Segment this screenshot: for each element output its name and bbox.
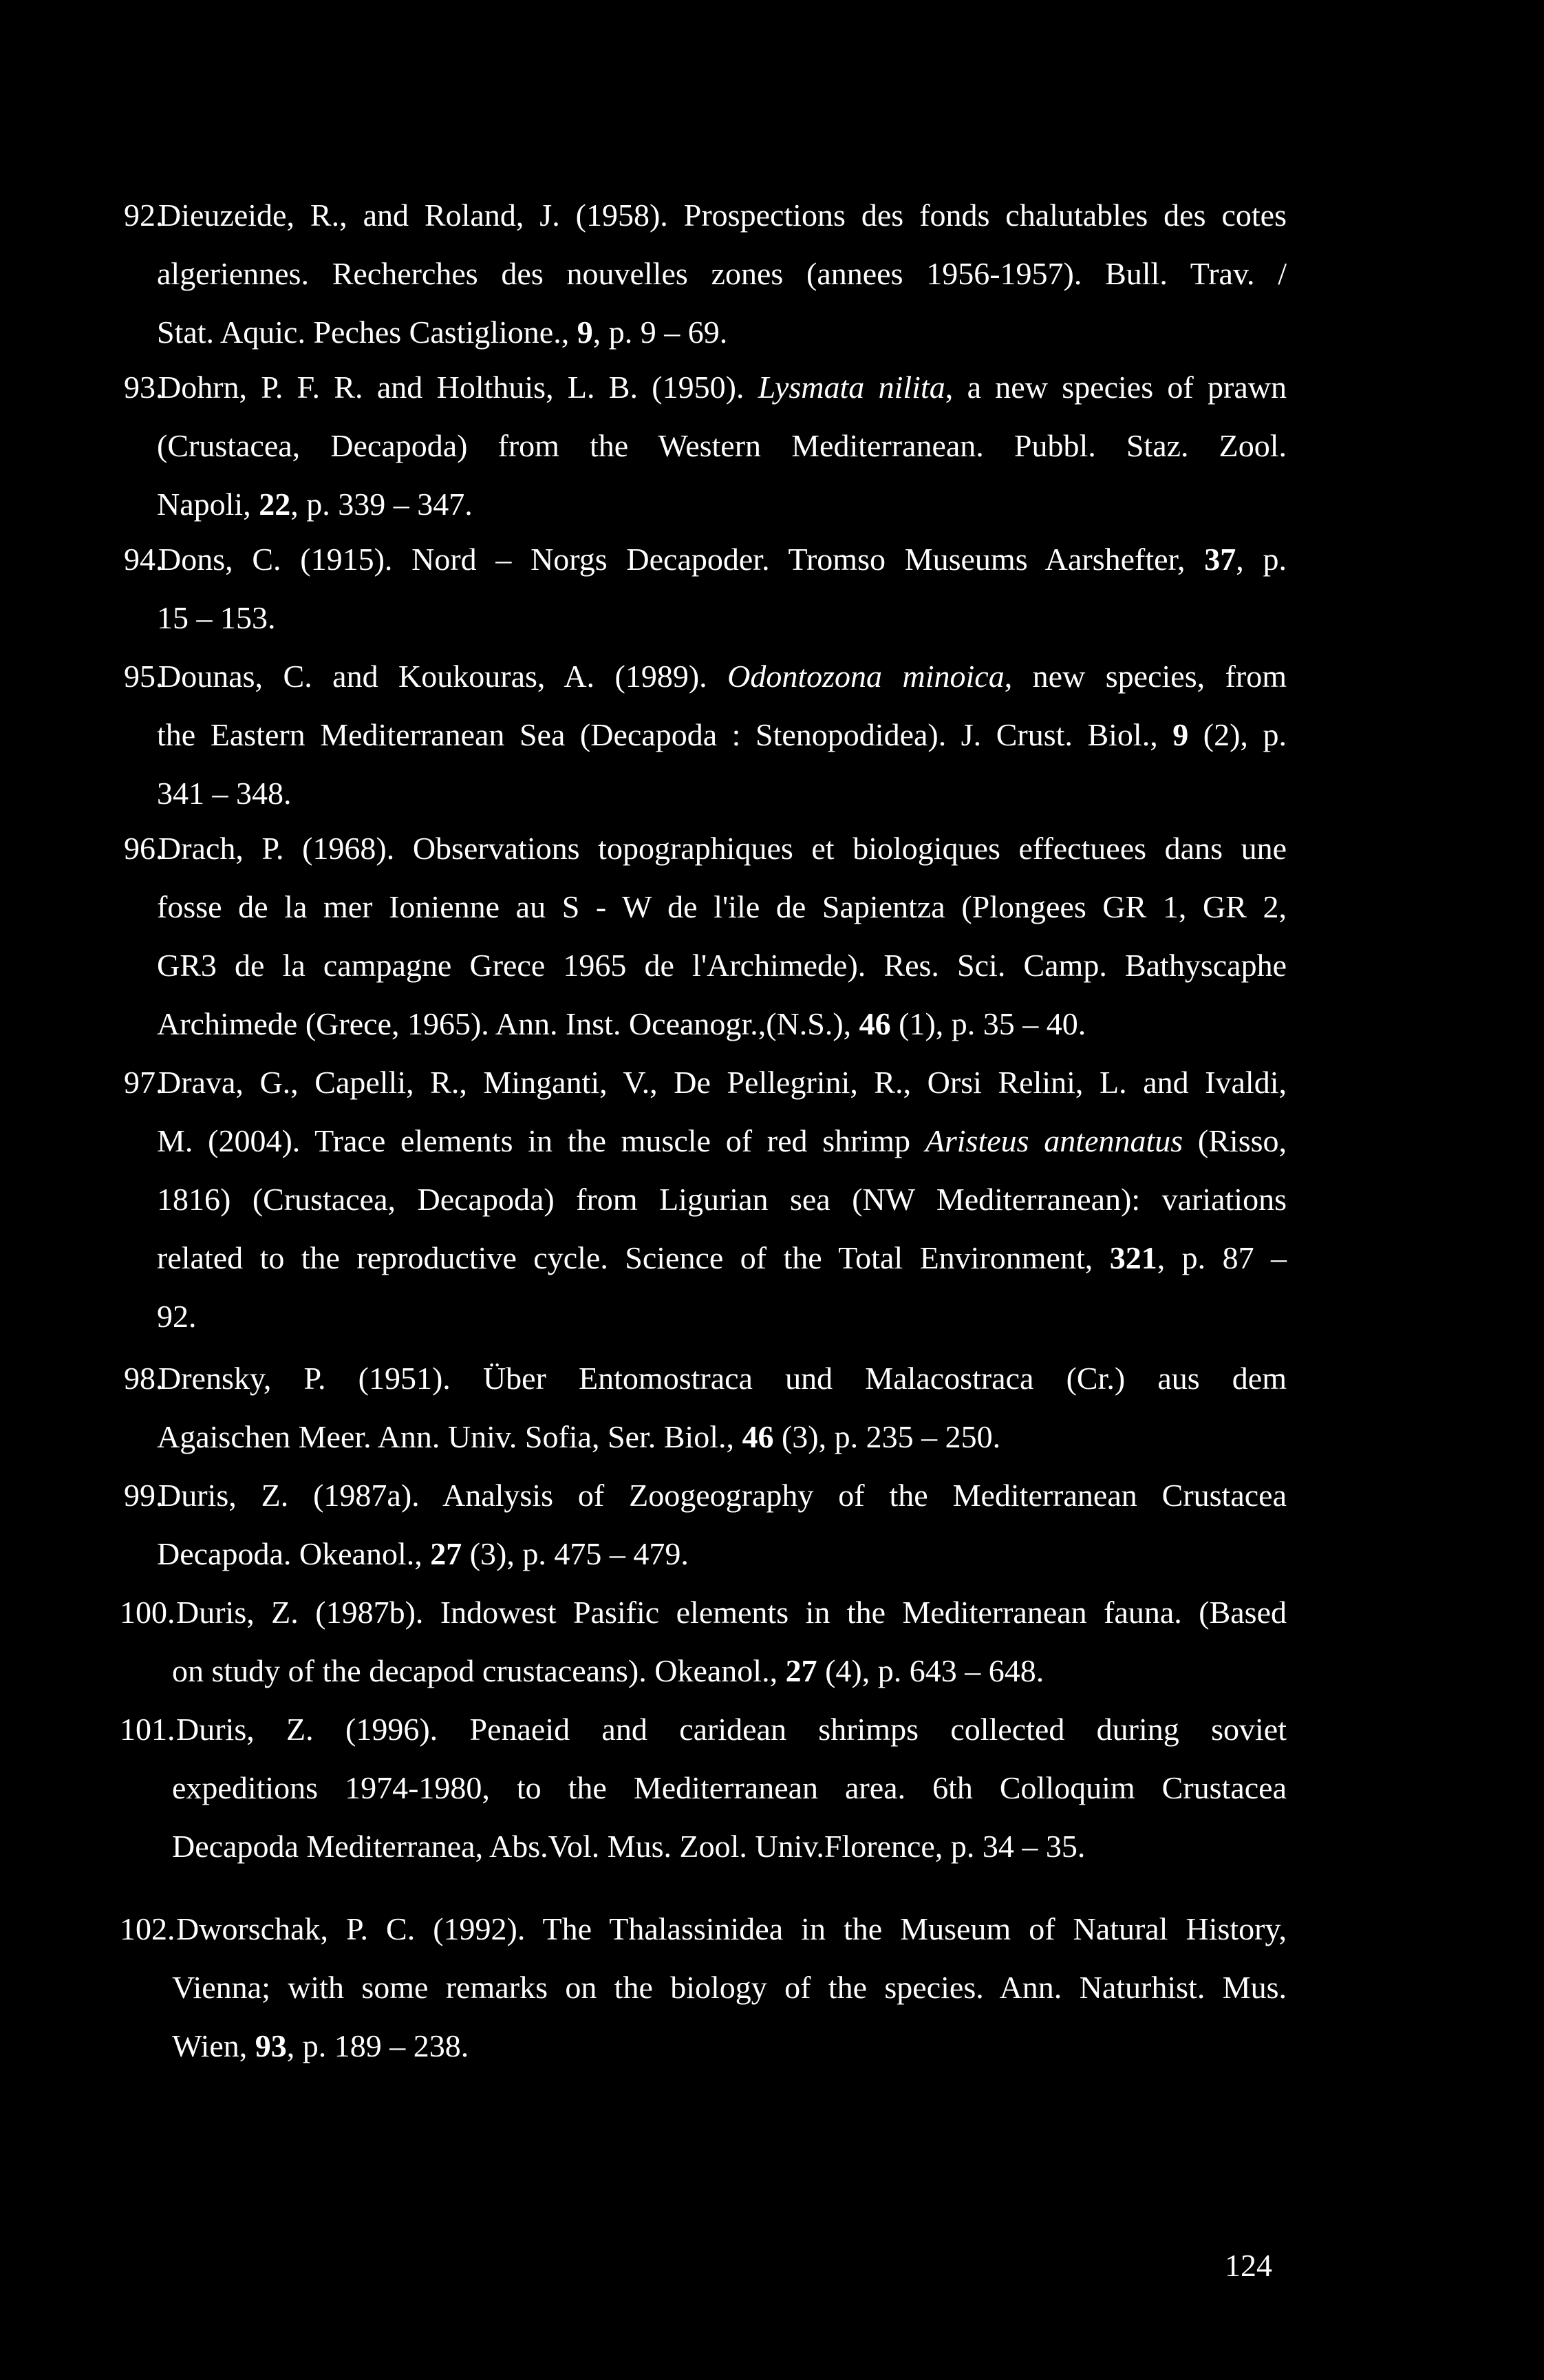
reference-continuation-line	[124, 588, 1287, 647]
reference-text: Drensky, P. (1951). Über Entomostraca und Malacostraca (Cr.) aus dem	[158, 1361, 1287, 1396]
italic-species-name: Lysmata nilita	[758, 370, 945, 405]
reference-continuation-line	[124, 244, 1287, 303]
reference-continuation-line	[124, 1229, 1287, 1287]
volume-number: 9	[1172, 717, 1189, 752]
reference-text: , p. 87 –	[1157, 1240, 1287, 1275]
reference-continuation-line	[124, 936, 1287, 995]
reference-continuation-line	[124, 1958, 1287, 2017]
reference-first-line	[124, 647, 1287, 705]
reference-text: fosse de la mer Ionienne au S - W de l'ile de Sapientza (Plongees GR 1, GR 2,	[157, 889, 1287, 924]
reference-continuation-line	[124, 878, 1287, 936]
reference-entry	[120, 1700, 1287, 1876]
reference-continuation-line	[124, 1112, 1287, 1170]
reference-entry	[124, 1466, 1287, 1583]
reference-entry	[124, 1349, 1287, 1466]
reference-text: , p. 339 – 347.	[290, 487, 473, 522]
reference-continuation-line	[124, 764, 1287, 822]
reference-text: on study of the decapod crustaceans). Okeanol.,	[172, 1653, 786, 1688]
reference-entry	[124, 647, 1287, 822]
reference-text: Agaischen Meer. Ann. Univ. Sofia, Ser. Biol.,	[157, 1419, 742, 1454]
reference-number: 95.	[124, 659, 164, 694]
reference-text: , new species, from	[1004, 659, 1287, 694]
reference-first-line	[124, 819, 1287, 878]
reference-entry	[124, 358, 1287, 533]
reference-text: 92.	[157, 1299, 197, 1334]
reference-continuation-line	[124, 1287, 1287, 1346]
volume-number: 46	[859, 1006, 891, 1041]
reference-text: , a new species of prawn	[945, 370, 1287, 405]
italic-species-name: Odontozona minoica	[727, 659, 1005, 694]
reference-text: (3), p. 235 – 250.	[773, 1419, 1001, 1454]
reference-continuation-line	[124, 1759, 1287, 1817]
reference-text: Decapoda. Okeanol.,	[157, 1536, 431, 1571]
reference-text: Dohrn, P. F. R. and Holthuis, L. B. (1950).	[158, 370, 758, 405]
reference-text: Dounas, C. and Koukouras, A. (1989).	[158, 659, 728, 694]
reference-continuation-line	[124, 1641, 1287, 1700]
reference-number: 101.	[120, 1712, 175, 1747]
reference-continuation-line	[124, 705, 1287, 764]
volume-number: 37	[1204, 542, 1236, 577]
reference-text: Drach, P. (1968). Observations topographiques et biologiques effectuees dans une	[158, 831, 1287, 866]
reference-first-line	[124, 1349, 1287, 1407]
reference-entry	[120, 1583, 1287, 1700]
reference-text: Wien,	[172, 2028, 255, 2063]
volume-number: 46	[742, 1419, 774, 1454]
reference-text: Napoli,	[157, 487, 259, 522]
reference-number: 102.	[120, 1911, 175, 1946]
reference-text: (2), p.	[1188, 717, 1287, 752]
reference-number: 98.	[124, 1361, 164, 1396]
reference-entry	[120, 1900, 1287, 2075]
reference-first-line	[124, 1900, 1287, 1958]
reference-text: (4), p. 643 – 648.	[817, 1653, 1044, 1688]
reference-text: 15 – 153.	[157, 600, 276, 635]
reference-continuation-line	[124, 475, 1287, 533]
reference-number: 93.	[124, 370, 164, 405]
reference-continuation-line	[124, 303, 1287, 361]
reference-number: 97.	[124, 1065, 164, 1100]
reference-entry	[124, 530, 1287, 647]
reference-text: GR3 de la campagne Grece 1965 de l'Archimede). Res. Sci. Camp. Bathyscaphe	[157, 948, 1287, 983]
reference-continuation-line	[124, 1170, 1287, 1229]
reference-text: (1), p. 35 – 40.	[890, 1006, 1086, 1041]
reference-text: the Eastern Mediterranean Sea (Decapoda : Stenopodidea). J. Crust. Biol.,	[157, 717, 1173, 752]
reference-text: 1816) (Crustacea, Decapoda) from Ligurian sea (NW Mediterranean): variations	[157, 1182, 1287, 1217]
reference-text: , p. 9 – 69.	[592, 315, 728, 350]
reference-entry	[124, 186, 1287, 361]
volume-number: 9	[577, 315, 593, 350]
reference-first-line	[124, 186, 1287, 244]
reference-text: , p. 189 – 238.	[286, 2028, 469, 2063]
page-number: 124	[1225, 2248, 1272, 2283]
reference-first-line	[124, 1466, 1287, 1524]
reference-first-line	[124, 1053, 1287, 1112]
reference-text: Duris, Z. (1987b). Indowest Pasific elements in the Mediterranean fauna. (Based	[176, 1595, 1287, 1630]
reference-text: 341 – 348.	[157, 776, 292, 811]
reference-first-line	[124, 1700, 1287, 1759]
reference-text: Stat. Aquic. Peches Castiglione.,	[157, 315, 577, 350]
reference-text: (3), p. 475 – 479.	[462, 1536, 689, 1571]
reference-number: 94.	[124, 542, 164, 577]
reference-text: expeditions 1974-1980, to the Mediterranean area. 6th Colloquim Crustacea	[172, 1770, 1287, 1805]
reference-text: Decapoda Mediterranea, Abs.Vol. Mus. Zool. Univ.Florence, p. 34 – 35.	[172, 1829, 1086, 1864]
reference-text: Vienna; with some remarks on the biology of the species. Ann. Naturhist. Mus.	[172, 1970, 1287, 2005]
reference-text: related to the reproductive cycle. Science of the Total Environment,	[157, 1240, 1110, 1275]
volume-number: 27	[430, 1536, 462, 1571]
volume-number: 22	[259, 487, 291, 522]
italic-species-name: Aristeus antennatus	[925, 1123, 1183, 1158]
reference-text: M. (2004). Trace elements in the muscle of red shrimp	[157, 1123, 925, 1158]
reference-text: Dworschak, P. C. (1992). The Thalassinidea in the Museum of Natural History,	[176, 1911, 1287, 1946]
volume-number: 27	[785, 1653, 817, 1688]
reference-text: , p.	[1236, 542, 1287, 577]
reference-text: (Risso,	[1183, 1123, 1287, 1158]
reference-first-line	[124, 530, 1287, 588]
reference-text: Dieuzeide, R., and Roland, J. (1958). Prospections des fonds chalutables des cotes	[158, 198, 1287, 233]
reference-number: 92.	[124, 198, 164, 233]
reference-text: Drava, G., Capelli, R., Minganti, V., De Pellegrini, R., Orsi Relini, L. and Ivaldi,	[158, 1065, 1287, 1100]
reference-continuation-line	[124, 416, 1287, 475]
reference-continuation-line	[124, 1407, 1287, 1466]
reference-number: 100.	[120, 1595, 175, 1630]
reference-entry	[124, 1053, 1287, 1346]
volume-number: 93	[255, 2028, 287, 2063]
reference-first-line	[124, 1583, 1287, 1641]
reference-continuation-line	[124, 995, 1287, 1053]
reference-text: algeriennes. Recherches des nouvelles zones (annees 1956-1957). Bull. Trav. /	[157, 256, 1287, 291]
reference-text: (Crustacea, Decapoda) from the Western Mediterranean. Pubbl. Staz. Zool.	[157, 428, 1287, 463]
reference-number: 96.	[124, 831, 164, 866]
reference-text: Duris, Z. (1996). Penaeid and caridean shrimps collected during soviet	[176, 1712, 1287, 1747]
reference-number: 99.	[124, 1478, 164, 1513]
volume-number: 321	[1109, 1240, 1157, 1275]
reference-continuation-line	[124, 1524, 1287, 1583]
reference-continuation-line	[124, 1817, 1287, 1876]
reference-text: Dons, C. (1915). Nord – Norgs Decapoder. Tromso Museums Aarshefter,	[158, 542, 1205, 577]
reference-first-line	[124, 358, 1287, 416]
reference-text: Archimede (Grece, 1965). Ann. Inst. Oceanogr.,(N.S.),	[157, 1006, 859, 1041]
reference-continuation-line	[124, 2017, 1287, 2075]
reference-entry	[124, 819, 1287, 1053]
reference-text: Duris, Z. (1987a). Analysis of Zoogeography of the Mediterranean Crustacea	[158, 1478, 1287, 1513]
